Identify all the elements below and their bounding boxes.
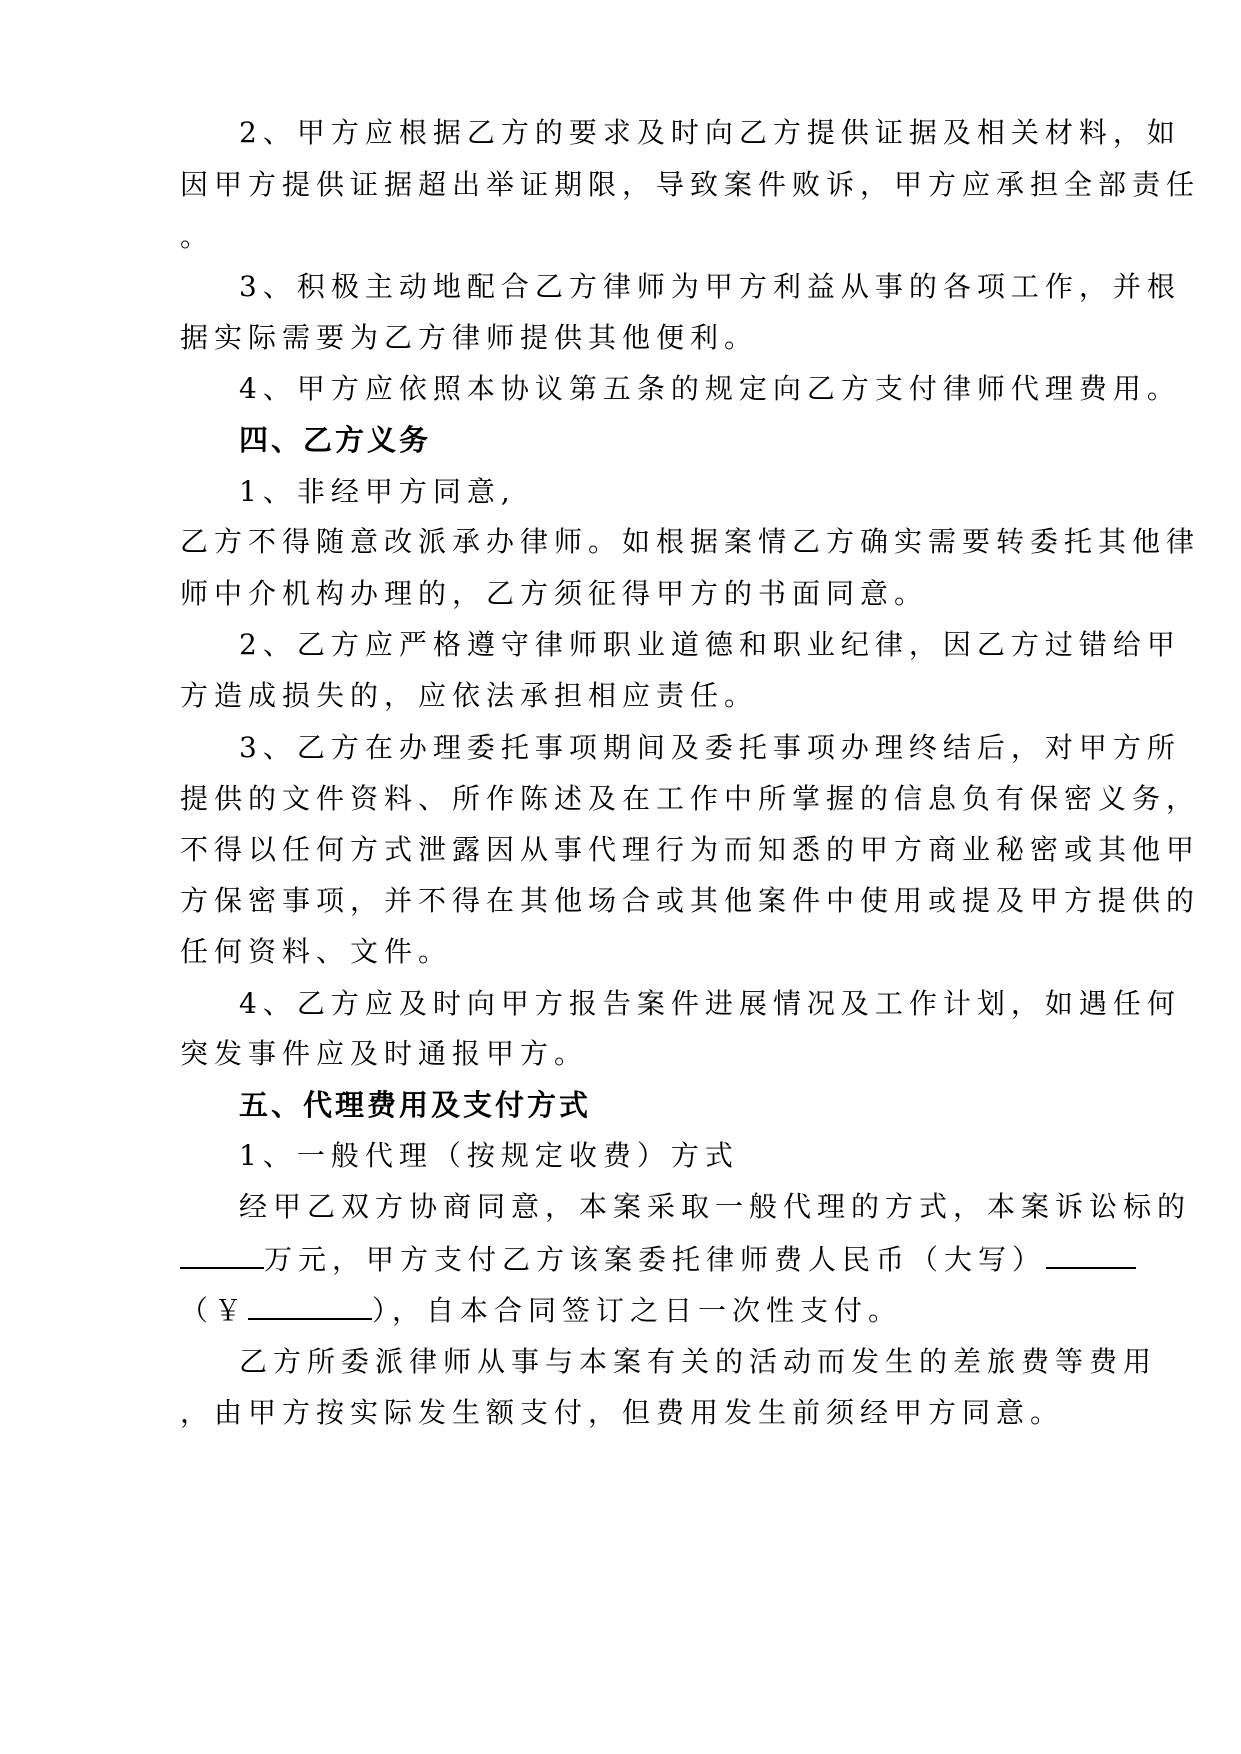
s5-item1-line2: 经甲乙双方协商同意，本案采取一般代理的方式，本案诉讼标的	[239, 1190, 1192, 1223]
s5-item1-line4-text: ），自本合同签订之日一次性支付。	[372, 1294, 903, 1327]
s5-item1-line4	[180, 1292, 902, 1329]
s4-item3-line4: 方保密事项，并不得在其他场合或其他案件中使用或提及甲方提供的	[180, 884, 1201, 917]
s4-item4-line1: 4、乙方应及时向甲方报告案件进展情况及工作计划，如遇任何	[239, 987, 1181, 1020]
s3-item2-line2: 因甲方提供证据超出举证期限，导致案件败诉，甲方应承担全部责任	[180, 168, 1201, 201]
s3-item3-line2: 据实际需要为乙方律师提供其他便利。	[180, 321, 759, 354]
s4-item1-line3: 师中介机构办理的，乙方须征得甲方的书面同意。	[180, 577, 929, 610]
s3-item2-line3: 。	[180, 220, 215, 253]
s4-item3-line5: 任何资料、文件。	[180, 935, 453, 968]
s5-item1-line1: 1、一般代理（按规定收费）方式	[239, 1139, 739, 1172]
s4-item1-line2: 乙方不得随意改派承办律师。如根据案情乙方确实需要转委托其他律	[180, 525, 1201, 558]
s4-item3-line1: 3、乙方在办理委托事项期间及委托事项办理终结后，对甲方所	[239, 731, 1181, 764]
s4-item2-line2: 方造成损失的，应依法承担相应责任。	[180, 679, 759, 712]
s4-item3-line2: 提供的文件资料、所作陈述及在工作中所掌握的信息负有保密义务，	[180, 782, 1201, 815]
s5-item1-line3	[180, 1241, 1136, 1278]
s4-item4-line2: 突发事件应及时通报甲方。	[180, 1037, 589, 1070]
s5-expenses-line1: 乙方所委派律师从事与本案有关的活动而发生的差旅费等费用	[239, 1345, 1158, 1378]
section4-heading: 四、乙方义务	[239, 423, 432, 457]
s5-expenses-line2: ，由甲方按实际发生额支付，但费用发生前须经甲方同意。	[180, 1396, 1065, 1429]
fee-yen-blank	[248, 1292, 372, 1320]
s4-item1-line1: 1、非经甲方同意,	[239, 475, 516, 508]
section5-heading: 五、代理费用及支付方式	[239, 1088, 592, 1122]
s4-item2-line1: 2、乙方应严格遵守律师职业道德和职业纪律，因乙方过错给甲	[239, 628, 1181, 661]
s3-item4-line1: 4、甲方应依照本协议第五条的规定向乙方支付律师代理费用。	[239, 372, 1181, 405]
s5-item1-line3-text: 万元，甲方支付乙方该案委托律师费人民币（大写）	[264, 1243, 1047, 1276]
yen-open: （￥	[180, 1294, 249, 1327]
fee-uppercase-blank	[1046, 1241, 1136, 1269]
s4-item3-line3: 不得以任何方式泄露因从事代理行为而知悉的甲方商业秘密或其他甲	[180, 833, 1201, 866]
s3-item3-line1: 3、积极主动地配合乙方律师为甲方利益从事的各项工作，并根	[239, 270, 1181, 303]
s3-item2-line1: 2、甲方应根据乙方的要求及时向乙方提供证据及相关材料，如	[239, 116, 1181, 149]
subject-amount-blank	[180, 1241, 264, 1269]
